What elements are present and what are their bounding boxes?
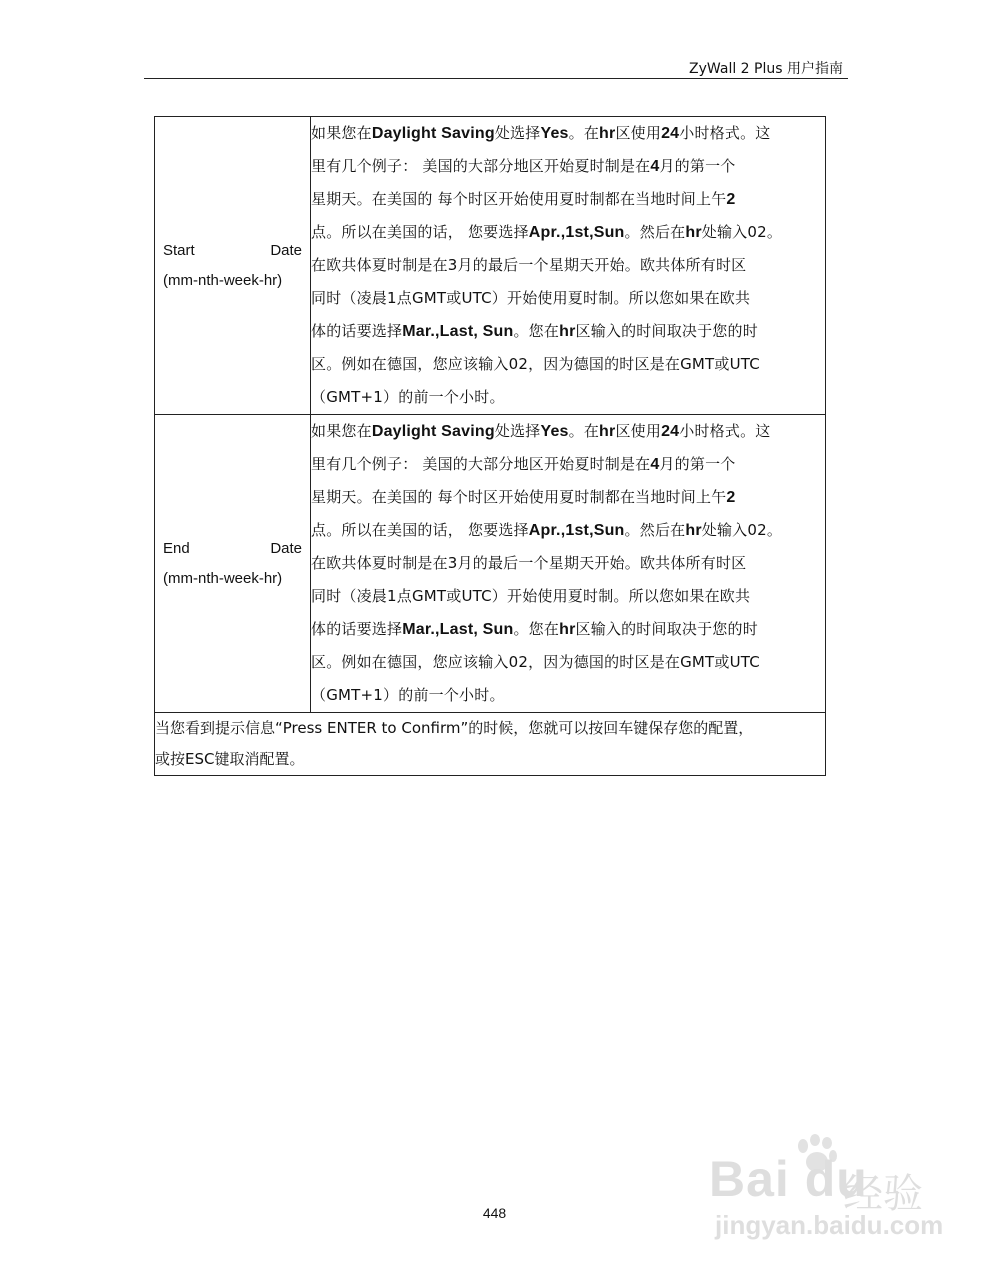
emphasis-text: Apr.,1st,Sun xyxy=(528,522,625,539)
description-line xyxy=(311,547,825,580)
description-text: 区。例如在德国，您应该输入02，因为德国的时区是在GMT或UTC xyxy=(311,653,760,671)
description-text: 月的第一个 xyxy=(659,157,736,175)
field-label-word: Date xyxy=(270,539,302,557)
description-line xyxy=(311,448,825,481)
description-line xyxy=(311,150,825,183)
description-line xyxy=(311,216,825,249)
description-text: 在欧共体夏时制是在3月的最后一个星期天开始。欧共体所有时区 xyxy=(311,554,747,572)
note-line: 或按ESC键取消配置。 xyxy=(155,750,305,768)
description-text: 体的话要选择 xyxy=(311,620,403,638)
table-row xyxy=(155,117,826,415)
field-description xyxy=(311,415,826,713)
description-line xyxy=(311,613,825,646)
emphasis-text: hr xyxy=(685,224,702,241)
emphasis-text: 2 xyxy=(726,191,736,208)
description-text: 处选择 xyxy=(494,422,541,440)
description-text: （GMT+1）的前一个小时。 xyxy=(311,388,505,406)
watermark-logo: Bai du xyxy=(709,1151,868,1207)
description-text: 点。所以在美国的话， 您要选择 xyxy=(311,223,529,241)
description-text: 区输入的时间取决于您的时 xyxy=(575,620,758,638)
description-text: 区使用 xyxy=(615,422,662,440)
field-label xyxy=(155,534,310,594)
description-text: 处输入02。 xyxy=(701,223,783,241)
table-row xyxy=(155,415,826,713)
emphasis-text: 2 xyxy=(726,489,736,506)
field-label-word: Start xyxy=(163,241,195,259)
description-line xyxy=(311,679,825,712)
emphasis-text: 24 xyxy=(661,125,680,142)
description-line xyxy=(311,249,825,282)
settings-table xyxy=(154,116,826,776)
field-label-word: Date xyxy=(270,241,302,259)
emphasis-text: Yes xyxy=(540,423,569,440)
emphasis-text: hr xyxy=(559,621,576,638)
emphasis-text: hr xyxy=(559,323,576,340)
description-text: 小时格式。这 xyxy=(679,124,771,142)
emphasis-text: Mar.,Last, Sun xyxy=(402,621,514,638)
description-text: 处选择 xyxy=(494,124,541,142)
emphasis-text: 4 xyxy=(650,158,660,175)
description-line xyxy=(311,183,825,216)
field-label-word: End xyxy=(163,539,190,557)
description-text: 小时格式。这 xyxy=(679,422,771,440)
field-label-format: (mm-nth-week-hr) xyxy=(163,271,283,289)
description-text: 里有几个例子： 美国的大部分地区开始夏时制是在 xyxy=(311,157,651,175)
field-description xyxy=(311,117,826,415)
emphasis-text: 24 xyxy=(661,423,680,440)
description-text: 星期天。在美国的 每个时区开始使用夏时制都在当地时间上午 xyxy=(311,190,727,208)
header-title: ZyWall 2 Plus 用户指南 xyxy=(689,61,843,77)
field-label-cell xyxy=(155,117,311,415)
description-text: 在欧共体夏时制是在3月的最后一个星期天开始。欧共体所有时区 xyxy=(311,256,747,274)
description-line xyxy=(311,315,825,348)
emphasis-text: Apr.,1st,Sun xyxy=(528,224,625,241)
description-text: 。然后在 xyxy=(624,521,686,539)
watermark-url: jingyan.baidu.com xyxy=(715,1210,944,1240)
description-line xyxy=(311,646,825,679)
description-line xyxy=(311,415,825,448)
description-text: 如果您在 xyxy=(311,124,372,142)
emphasis-text: hr xyxy=(685,522,702,539)
description-line xyxy=(311,117,825,150)
emphasis-text: hr xyxy=(599,423,616,440)
description-line xyxy=(311,381,825,414)
description-text: （GMT+1）的前一个小时。 xyxy=(311,686,505,704)
emphasis-text: hr xyxy=(599,125,616,142)
description-text: 同时（凌晨1点GMT或UTC）开始使用夏时制。所以您如果在欧共 xyxy=(311,587,751,605)
description-text: 。在 xyxy=(568,124,600,142)
description-text: 体的话要选择 xyxy=(311,322,403,340)
description-text: 。然后在 xyxy=(624,223,686,241)
description-line xyxy=(311,580,825,613)
emphasis-text: Mar.,Last, Sun xyxy=(402,323,514,340)
description-text: 。您在 xyxy=(513,620,560,638)
page-number: 448 xyxy=(482,1205,507,1221)
note-row xyxy=(155,713,826,776)
description-text: 如果您在 xyxy=(311,422,372,440)
description-line xyxy=(311,282,825,315)
note-line: 当您看到提示信息“Press ENTER to Confirm”的时候，您就可以按回车键保存您的配置， xyxy=(155,719,754,737)
description-text: 里有几个例子： 美国的大部分地区开始夏时制是在 xyxy=(311,455,651,473)
description-text: 点。所以在美国的话， 您要选择 xyxy=(311,521,529,539)
description-text: 月的第一个 xyxy=(659,455,736,473)
description-text: 区使用 xyxy=(615,124,662,142)
header-rule xyxy=(144,78,848,79)
description-line xyxy=(311,481,825,514)
description-text: 区输入的时间取决于您的时 xyxy=(575,322,758,340)
field-label-cell xyxy=(155,415,311,713)
field-label-format: (mm-nth-week-hr) xyxy=(163,569,283,587)
note-cell xyxy=(155,713,826,776)
description-line xyxy=(311,514,825,547)
description-text: 区。例如在德国，您应该输入02，因为德国的时区是在GMT或UTC xyxy=(311,355,760,373)
emphasis-text: 4 xyxy=(650,456,660,473)
emphasis-text: Daylight Saving xyxy=(371,423,495,440)
description-text: 。您在 xyxy=(513,322,560,340)
watermark-cn: 经验 xyxy=(843,1171,923,1217)
description-text: 处输入02。 xyxy=(701,521,783,539)
description-line xyxy=(311,348,825,381)
emphasis-text: Daylight Saving xyxy=(371,125,495,142)
description-text: 星期天。在美国的 每个时区开始使用夏时制都在当地时间上午 xyxy=(311,488,727,506)
description-text: 同时（凌晨1点GMT或UTC）开始使用夏时制。所以您如果在欧共 xyxy=(311,289,751,307)
field-label xyxy=(155,236,310,296)
emphasis-text: Yes xyxy=(540,125,569,142)
description-text: 。在 xyxy=(568,422,600,440)
baidu-watermark xyxy=(705,1128,944,1258)
